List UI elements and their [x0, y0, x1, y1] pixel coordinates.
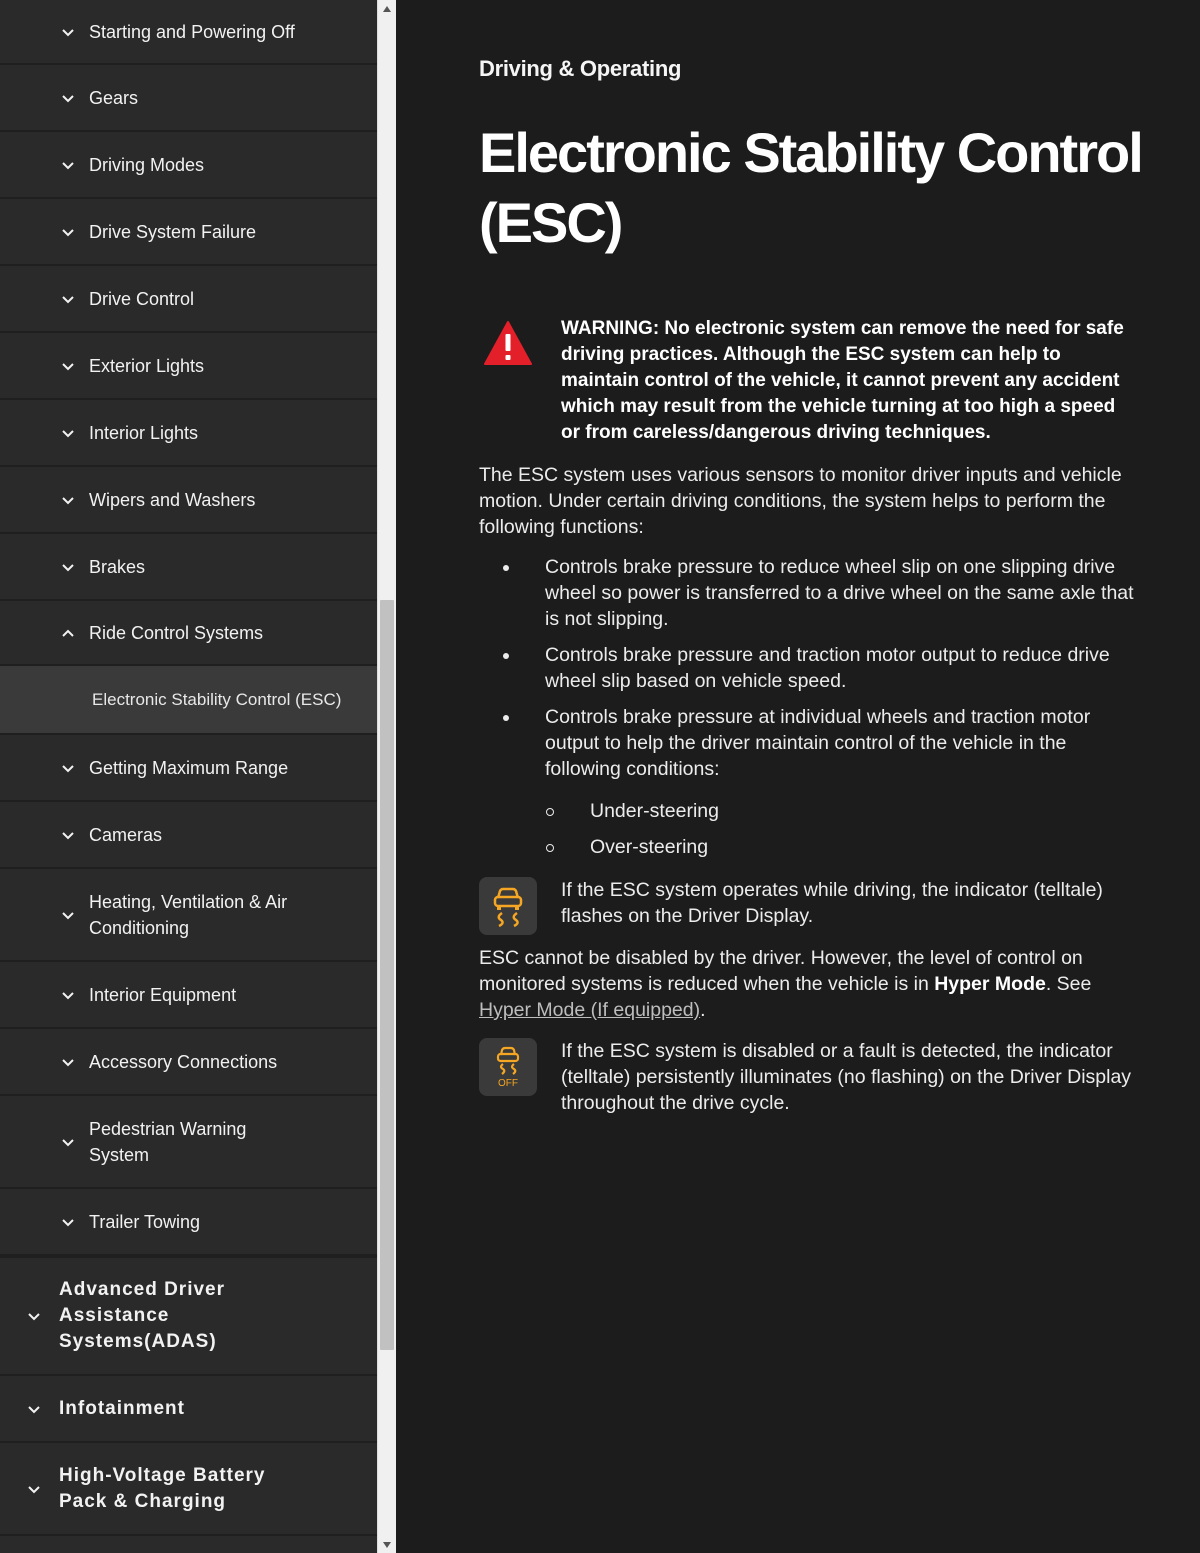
- nav-item-interior-lights[interactable]: [0, 400, 377, 467]
- chevron-down-icon: [60, 1214, 76, 1230]
- chevron-down-icon: [60, 827, 76, 843]
- warning-text: WARNING: No electronic system can remove the need for safe driving practices. Although the ESC system can help to maintain control of the vehicle, it cannot prevent any accident which may result from the vehicle turning at too high a speed or from careless/dangerous driving techniques.: [561, 318, 1124, 443]
- nav-item-label: Advanced Driver Assistance Systems(ADAS): [59, 1279, 226, 1352]
- chevron-down-icon: [60, 358, 76, 374]
- nav-item-infotainment[interactable]: [0, 1376, 377, 1443]
- chevron-down-icon: [26, 1401, 42, 1417]
- chevron-down-icon: [60, 224, 76, 240]
- chevron-down-icon: [60, 291, 76, 307]
- nav-item-adas[interactable]: [0, 1256, 377, 1376]
- nav-item-label: Brakes: [89, 556, 146, 577]
- scroll-up-arrow-icon[interactable]: [378, 0, 396, 17]
- list-item: [479, 554, 1139, 632]
- nav-subitem-esc-active[interactable]: [0, 666, 377, 735]
- nav-item-label: Infotainment: [59, 1397, 185, 1419]
- nav-item-label: Accessory Connections: [89, 1051, 278, 1072]
- telltale-block-flash: [479, 877, 1139, 929]
- list-item-text: Controls brake pressure to reduce wheel slip on one slipping drive wheel so power is transferred to a drive wheel on the same axle that is not slipping.: [545, 556, 1134, 630]
- hyper-mode-bold: Hyper Mode: [934, 973, 1046, 995]
- nav-item-label: Wipers and Washers: [89, 489, 256, 510]
- bullet-dot: [503, 565, 509, 571]
- sub-list-item: [479, 798, 1139, 824]
- nav-item-label: Interior Equipment: [89, 984, 237, 1005]
- sidebar-nav: [0, 0, 377, 1553]
- nav-item-drive-system-failure[interactable]: [0, 199, 377, 266]
- esc-off-badge-text: OFF: [498, 1078, 518, 1089]
- chevron-down-icon: [60, 760, 76, 776]
- nav-item-gears[interactable]: [0, 65, 377, 132]
- esc-indicator-badge: [479, 877, 537, 935]
- disable-text-part3: .: [700, 999, 706, 1021]
- chevron-down-icon: [60, 559, 76, 575]
- chevron-down-icon: [60, 1134, 76, 1150]
- nav-item-pedestrian-warning[interactable]: [0, 1096, 377, 1189]
- list-item: [479, 704, 1139, 860]
- nav-item-label: Cameras: [89, 824, 163, 845]
- nav-item-hvac[interactable]: [0, 869, 377, 962]
- warning-block: [479, 316, 1139, 446]
- nav-item-trailer-towing[interactable]: [0, 1189, 377, 1256]
- nav-item-label: High-Voltage Battery Pack & Charging: [59, 1464, 266, 1512]
- bullet-ring: [546, 844, 554, 852]
- chevron-down-icon: [60, 492, 76, 508]
- nav-item-brakes[interactable]: [0, 534, 377, 601]
- nav-item-driving-modes[interactable]: [0, 132, 377, 199]
- nav-item-drive-control[interactable]: [0, 266, 377, 333]
- scroll-down-arrow-icon[interactable]: [378, 1536, 396, 1553]
- esc-off-indicator-badge: [479, 1038, 537, 1096]
- nav-list: [0, 0, 377, 1536]
- nav-item-label: Trailer Towing: [89, 1211, 201, 1232]
- chevron-up-icon: [60, 625, 76, 641]
- nav-item-exterior-lights[interactable]: [0, 333, 377, 400]
- nav-item-hv-battery[interactable]: [0, 1443, 377, 1536]
- chevron-down-icon: [60, 157, 76, 173]
- list-item-text: Controls brake pressure and traction motor output to reduce drive wheel slip based on vehicle speed.: [545, 644, 1110, 692]
- list-item: [479, 642, 1139, 694]
- disable-text-part2: . See: [1045, 973, 1092, 995]
- nav-item-label: Driving Modes: [89, 154, 205, 175]
- bullet-dot: [503, 653, 509, 659]
- bullet-ring: [546, 808, 554, 816]
- chevron-down-icon: [60, 90, 76, 106]
- sub-list-item-text: Under-steering: [590, 800, 719, 822]
- nav-item-label: Drive Control: [89, 288, 195, 309]
- warning-triangle-icon: [483, 320, 533, 366]
- nav-subitem-label: Electronic Stability Control (ESC): [92, 689, 342, 709]
- nav-item-accessory-connections[interactable]: [0, 1029, 377, 1096]
- disable-text-part1: ESC cannot be disabled by the driver. However, the level of control on monitored systems is reduced when the vehicle is in: [479, 947, 1083, 995]
- nav-item-label: Ride Control Systems: [89, 622, 264, 643]
- sub-list-item-text: Over-steering: [590, 836, 709, 858]
- hyper-mode-link[interactable]: Hyper Mode (If equipped): [479, 999, 701, 1021]
- nav-item-max-range[interactable]: [0, 735, 377, 802]
- telltale-off-text: If the ESC system is disabled or a fault is detected, the indicator (telltale) persistently illuminates (no flashing) on the Driver Display throughout the drive cycle.: [561, 1040, 1132, 1114]
- main-content: [396, 0, 1200, 1553]
- esc-off-indicator-icon: [488, 1045, 528, 1089]
- nav-item-label: Exterior Lights: [89, 355, 205, 376]
- chevron-down-icon: [26, 1308, 42, 1324]
- chevron-down-icon: [60, 907, 76, 923]
- nav-item-starting[interactable]: [0, 0, 377, 65]
- nav-item-label: Pedestrian Warning System: [89, 1118, 247, 1165]
- esc-indicator-icon: [488, 884, 528, 928]
- list-item-text: Controls brake pressure at individual wheels and traction motor output to help the driver maintain control of the vehicle in the following conditions:: [545, 706, 1091, 780]
- bullet-dot: [503, 715, 509, 721]
- disable-paragraph: [479, 945, 1139, 1023]
- nav-item-wipers[interactable]: [0, 467, 377, 534]
- sidebar-scrollbar[interactable]: [377, 0, 396, 1553]
- section-title: Driving & Operating: [479, 56, 682, 81]
- nav-item-label: Interior Lights: [89, 422, 199, 443]
- page-title: Electronic Stability Control (ESC): [479, 121, 1142, 254]
- condition-list: [479, 798, 1139, 860]
- telltale-block-off: [479, 1038, 1139, 1116]
- telltale-flash-text: If the ESC system operates while driving, the indicator (telltale) flashes on the Driver Display.: [561, 879, 1103, 927]
- nav-item-ride-control[interactable]: [0, 601, 377, 666]
- chevron-down-icon: [26, 1481, 42, 1497]
- intro-paragraph: The ESC system uses various sensors to monitor driver inputs and vehicle motion. Under certain driving conditions, the system helps to perform the following functions:: [479, 464, 1122, 538]
- nav-item-label: Heating, Ventilation & Air Conditioning: [89, 891, 288, 938]
- chevron-down-icon: [60, 24, 76, 40]
- nav-item-label: Drive System Failure: [89, 221, 257, 242]
- nav-item-interior-equipment[interactable]: [0, 962, 377, 1029]
- nav-item-label: Getting Maximum Range: [89, 757, 289, 778]
- nav-item-label: Gears: [89, 87, 139, 108]
- scrollbar-thumb[interactable]: [380, 600, 394, 1350]
- nav-item-label: Starting and Powering Off: [89, 21, 295, 42]
- chevron-down-icon: [60, 987, 76, 1003]
- function-list: [479, 554, 1139, 870]
- nav-item-cameras[interactable]: [0, 802, 377, 869]
- chevron-down-icon: [60, 425, 76, 441]
- chevron-down-icon: [60, 1054, 76, 1070]
- sub-list-item: [479, 834, 1139, 860]
